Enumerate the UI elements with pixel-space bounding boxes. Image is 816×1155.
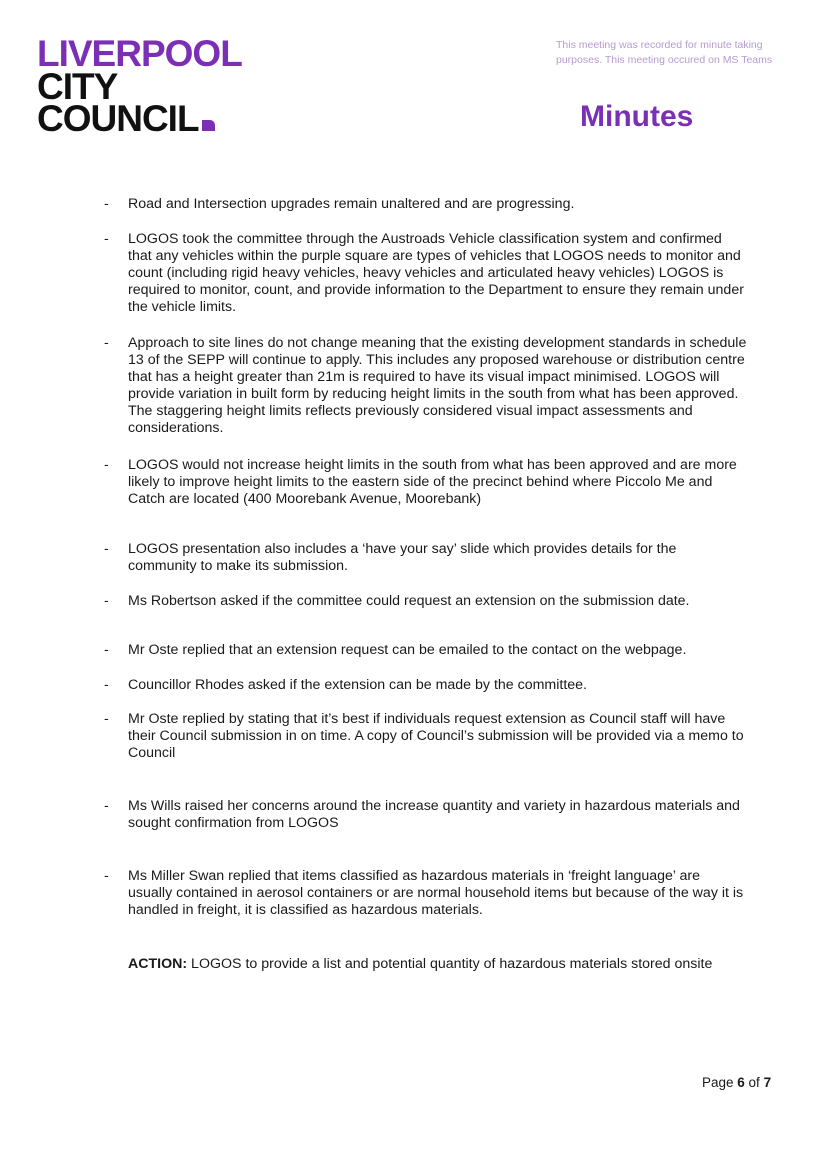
action-label: ACTION: [128,956,188,972]
list-item-text: Road and Intersection upgrades remain unaltered and are progressing. [128,196,575,212]
list-item-text: Councillor Rhodes asked if the extension can be made by the committee. [128,677,587,693]
bullet-marker: - [104,541,109,557]
list-item [104,541,748,575]
logo-mark-icon [202,120,215,131]
list-item [104,677,748,694]
list-item [104,593,748,610]
list-item-text: Mr Oste replied by stating that it’s best if individuals request extension as Council staff will have their Council submission in on time. A copy of Council’s submission will be provided via a memo to Council [128,711,744,761]
bullet-marker: - [104,196,109,212]
list-item [104,798,748,832]
list-item [104,457,748,508]
bullet-marker: - [104,593,109,609]
bullet-marker: - [104,677,109,693]
action-text: LOGOS to provide a list and potential quantity of hazardous materials stored onsite [187,956,713,972]
list-item [104,196,748,213]
list-item [104,231,748,316]
bullet-marker: - [104,335,109,351]
list-item-text: LOGOS would not increase height limits in the south from what has been approved and are more likely to improve height limits to the eastern side of the precinct behind where Piccolo Me and Catch are located (400 Moorebank Avenue, Moorebank) [128,457,737,507]
list-item-text: Ms Robertson asked if the committee could request an extension on the submission date. [128,593,690,609]
bullet-marker: - [104,711,109,727]
recording-note: This meeting was recorded for minute taking purposes. This meeting occured on MS Teams [556,39,773,66]
bullet-marker: - [104,231,109,247]
bullet-marker: - [104,798,109,814]
list-item-text: LOGOS took the committee through the Austroads Vehicle classification system and confirmed that any vehicles within the purple square are types of vehicles that LOGOS needs to monitor and count (including rigid heavy vehicles, heavy vehicles and articulated heavy vehicles) LOGOS is required to monitor, count, and provide information to the Department to ensure they remain under the vehicle limits. [128,231,744,315]
action-item [128,956,748,973]
logo-line-3: COUNCIL [37,103,242,136]
list-item [104,335,748,437]
list-item [104,868,748,919]
bullet-marker: - [104,642,109,658]
list-item-text: Ms Miller Swan replied that items classified as hazardous materials in ‘freight language’ are usually contained in aerosol containers or are normal household items but because of the way it is handled in freight, it is classified as hazardous materials. [128,868,744,918]
council-logo [37,33,242,140]
list-item-text: Ms Wills raised her concerns around the increase quantity and variety in hazardous materials and sought confirmation from LOGOS [128,798,740,831]
list-item-text: Mr Oste replied that an extension request can be emailed to the contact on the webpage. [128,642,687,658]
list-item [104,711,748,762]
bullet-marker: - [104,457,109,473]
logo-line-1: LIVERPOOL [37,33,242,74]
page-number: Page 6 of 7 [702,1075,772,1090]
list-item-text: Approach to site lines do not change meaning that the existing development standards in schedule 13 of the SEPP will continue to apply. This includes any proposed warehouse or distribution centre that has a height greater than 21m is required to have its visual impact minimised. LOGOS will provide variation in built form by reducing height limits in the south from what has been approved. The staggering height limits reflects previously considered visual impact assessments and considerations. [128,335,747,436]
page-title: Minutes [580,100,694,133]
list-item-text: LOGOS presentation also includes a ‘have your say’ slide which provides details for the community to make its submission. [128,541,677,574]
bullet-marker: - [104,868,109,884]
list-item [104,642,748,659]
logo-line-2: CITY [37,65,118,107]
